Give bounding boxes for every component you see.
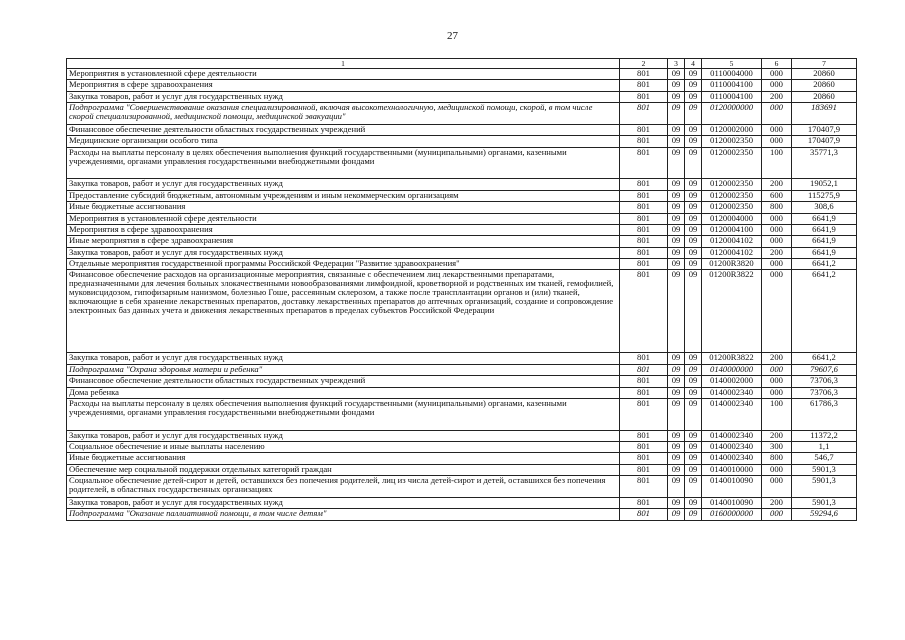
row-code-expense-type-cell: 000 [762,124,792,135]
row-code-expense-type-cell: 000 [762,224,792,235]
row-code-section-cell: 09 [668,91,685,102]
row-code-subsection-cell: 09 [685,80,702,91]
row-amount-cell: 6641,9 [792,224,857,235]
row-code-target-article-cell: 0120002350 [702,179,762,190]
row-name-cell: Иные бюджетные ассигнования [67,202,620,213]
table-row [67,453,857,464]
row-code-subsection-cell: 09 [685,442,702,453]
row-name-cell: Расходы на выплаты персоналу в целях обеспечения выполнения функций государственными (муниципальными) органами, казенными учреждениями, органами управления государственными внебюджетными фондами [67,147,620,179]
row-name-cell: Мероприятия в установленной сфере деятельности [67,69,620,80]
table-row [67,509,857,520]
row-name-cell: Социальное обеспечение детей-сирот и детей, оставшихся без попечения родителей, лиц из числа детей-сирот и детей, оставшихся без попечения родителей, в областных государственных организациях [67,476,620,498]
row-code-administrator-cell: 801 [620,476,668,498]
row-code-target-article-cell: 0120004100 [702,224,762,235]
row-code-section-cell: 09 [668,442,685,453]
row-code-subsection-cell: 09 [685,464,702,475]
row-code-section-cell: 09 [668,399,685,431]
row-code-expense-type-cell: 200 [762,430,792,441]
row-amount-cell: 19052,1 [792,179,857,190]
row-code-subsection-cell: 09 [685,236,702,247]
row-code-administrator-cell: 801 [620,364,668,375]
table-row [67,387,857,398]
row-code-target-article-cell: 0140002340 [702,430,762,441]
row-amount-cell: 5901,3 [792,497,857,508]
row-code-subsection-cell: 09 [685,136,702,147]
table-row [67,497,857,508]
row-code-section-cell: 09 [668,464,685,475]
row-name-cell: Подпрограмма "Охрана здоровья матери и ребенка" [67,364,620,375]
row-code-administrator-cell: 801 [620,464,668,475]
row-code-expense-type-cell: 000 [762,103,792,125]
row-code-target-article-cell: 0120002000 [702,124,762,135]
row-amount-cell: 73706,3 [792,376,857,387]
row-name-cell: Медицинские организации особого типа [67,136,620,147]
row-code-subsection-cell: 09 [685,430,702,441]
row-code-expense-type-cell: 000 [762,69,792,80]
row-code-section-cell: 09 [668,213,685,224]
row-amount-cell: 183691 [792,103,857,125]
table-row [67,353,857,364]
row-code-administrator-cell: 801 [620,353,668,364]
table-row [67,124,857,135]
row-amount-cell: 5901,3 [792,464,857,475]
table-row [67,136,857,147]
table-row [67,202,857,213]
row-code-expense-type-cell: 300 [762,442,792,453]
row-code-expense-type-cell: 100 [762,399,792,431]
row-code-subsection-cell: 09 [685,103,702,125]
row-code-expense-type-cell: 000 [762,464,792,475]
row-code-target-article-cell: 0120002350 [702,190,762,201]
row-amount-cell: 20860 [792,91,857,102]
row-code-expense-type-cell: 000 [762,236,792,247]
row-code-administrator-cell: 801 [620,442,668,453]
row-amount-cell: 1,1 [792,442,857,453]
row-amount-cell: 6641,2 [792,259,857,270]
row-code-expense-type-cell: 600 [762,190,792,201]
row-code-target-article-cell: 0140000000 [702,364,762,375]
row-code-section-cell: 09 [668,453,685,464]
row-code-section-cell: 09 [668,103,685,125]
row-name-cell: Закупка товаров, работ и услуг для государственных нужд [67,91,620,102]
row-code-section-cell: 09 [668,364,685,375]
row-name-cell: Обеспечение мер социальной поддержки отдельных категорий граждан [67,464,620,475]
row-code-subsection-cell: 09 [685,91,702,102]
table-row [67,224,857,235]
row-code-expense-type-cell: 000 [762,213,792,224]
column-number-row [67,59,857,69]
row-amount-cell: 20860 [792,69,857,80]
row-code-subsection-cell: 09 [685,213,702,224]
row-code-administrator-cell: 801 [620,247,668,258]
row-amount-cell: 308,6 [792,202,857,213]
row-code-administrator-cell: 801 [620,224,668,235]
table-body [67,69,857,521]
row-code-subsection-cell: 09 [685,259,702,270]
row-code-subsection-cell: 09 [685,147,702,179]
row-code-section-cell: 09 [668,224,685,235]
row-code-subsection-cell: 09 [685,270,702,353]
row-amount-cell: 170407,9 [792,124,857,135]
row-code-section-cell: 09 [668,124,685,135]
row-code-administrator-cell: 801 [620,509,668,520]
row-code-expense-type-cell: 000 [762,376,792,387]
row-name-cell: Финансовое обеспечение расходов на организационные мероприятия, связанные с обеспечением лиц лекарственными препаратами, предназначенными для лечения больных злокачественными новообразованиями лимфоидной, кроветворной и родственных им тканей, гемофилией, муковисцидозом, гипофизарным нанизмом, болезнью Гоше, рассеянным склерозом, а также после трансплантации органов и (или) тканей, включающие в себя хранение лекарственных препаратов, доставку лекарственных препаратов до аптечных организаций, создание и сопровождение электронных баз данных учета и движения лекарственных препаратов в пределах субъектов Российской Федерации [67,270,620,353]
row-code-administrator-cell: 801 [620,202,668,213]
row-amount-cell: 170407,9 [792,136,857,147]
row-name-cell: Мероприятия в сфере здравоохранения [67,80,620,91]
row-name-cell: Социальное обеспечение и иные выплаты населению [67,442,620,453]
row-code-administrator-cell: 801 [620,179,668,190]
row-code-administrator-cell: 801 [620,236,668,247]
row-code-section-cell: 09 [668,80,685,91]
row-code-section-cell: 09 [668,376,685,387]
row-code-administrator-cell: 801 [620,399,668,431]
row-name-cell: Расходы на выплаты персоналу в целях обеспечения выполнения функций государственными (муниципальными) органами, казенными учреждениями, органами управления государственными внебюджетными фондами [67,399,620,431]
row-code-administrator-cell: 801 [620,124,668,135]
column-header: 3 [668,59,685,69]
row-code-expense-type-cell: 000 [762,80,792,91]
table-row [67,376,857,387]
row-name-cell: Мероприятия в установленной сфере деятельности [67,213,620,224]
row-code-section-cell: 09 [668,69,685,80]
row-amount-cell: 73706,3 [792,387,857,398]
row-code-target-article-cell: 0140002340 [702,442,762,453]
row-amount-cell: 5901,3 [792,476,857,498]
table-row [67,247,857,258]
row-name-cell: Мероприятия в сфере здравоохранения [67,224,620,235]
row-code-expense-type-cell: 000 [762,136,792,147]
row-code-target-article-cell: 0120002350 [702,136,762,147]
row-code-section-cell: 09 [668,202,685,213]
table-row [67,236,857,247]
row-code-expense-type-cell: 200 [762,91,792,102]
row-name-cell: Закупка товаров, работ и услуг для государственных нужд [67,497,620,508]
row-code-expense-type-cell: 000 [762,259,792,270]
row-code-subsection-cell: 09 [685,399,702,431]
row-code-target-article-cell: 0140010090 [702,476,762,498]
row-code-expense-type-cell: 000 [762,364,792,375]
table-row [67,464,857,475]
row-code-expense-type-cell: 000 [762,476,792,498]
row-name-cell: Финансовое обеспечение деятельности областных государственных учреждений [67,376,620,387]
row-amount-cell: 59294,6 [792,509,857,520]
row-code-section-cell: 09 [668,509,685,520]
row-code-administrator-cell: 801 [620,453,668,464]
row-amount-cell: 35771,3 [792,147,857,179]
row-code-section-cell: 09 [668,387,685,398]
row-code-subsection-cell: 09 [685,453,702,464]
table-row [67,364,857,375]
row-code-expense-type-cell: 200 [762,247,792,258]
row-code-target-article-cell: 0140010000 [702,464,762,475]
row-amount-cell: 6641,9 [792,236,857,247]
row-amount-cell: 79607,6 [792,364,857,375]
column-header: 4 [685,59,702,69]
row-code-administrator-cell: 801 [620,259,668,270]
budget-table [66,58,857,521]
row-code-expense-type-cell: 100 [762,147,792,179]
row-amount-cell: 115275,9 [792,190,857,201]
row-code-section-cell: 09 [668,190,685,201]
row-code-administrator-cell: 801 [620,190,668,201]
row-name-cell: Подпрограмма "Оказание паллиативной помощи, в том числе детям" [67,509,620,520]
column-header: 1 [67,59,620,69]
row-name-cell: Дома ребенка [67,387,620,398]
column-header: 6 [762,59,792,69]
row-code-section-cell: 09 [668,259,685,270]
row-amount-cell: 546,7 [792,453,857,464]
row-code-section-cell: 09 [668,136,685,147]
row-name-cell: Иные бюджетные ассигнования [67,453,620,464]
table-row [67,179,857,190]
row-name-cell: Иные мероприятия в сфере здравоохранения [67,236,620,247]
row-code-target-article-cell: 0140002340 [702,453,762,464]
table-row [67,91,857,102]
row-code-target-article-cell: 0120004000 [702,213,762,224]
table-row [67,476,857,498]
row-amount-cell: 6641,9 [792,247,857,258]
row-amount-cell: 6641,9 [792,213,857,224]
row-code-section-cell: 09 [668,497,685,508]
table-row [67,80,857,91]
row-code-administrator-cell: 801 [620,270,668,353]
row-code-target-article-cell: 0110004100 [702,80,762,91]
row-code-section-cell: 09 [668,179,685,190]
column-header: 7 [792,59,857,69]
table-row [67,213,857,224]
column-header: 5 [702,59,762,69]
row-code-section-cell: 09 [668,147,685,179]
row-code-expense-type-cell: 200 [762,179,792,190]
table-row [67,190,857,201]
row-code-subsection-cell: 09 [685,387,702,398]
row-name-cell: Закупка товаров, работ и услуг для государственных нужд [67,179,620,190]
table-row [67,442,857,453]
row-code-target-article-cell: 01200R3822 [702,270,762,353]
row-name-cell: Подпрограмма "Совершенствование оказания специализированной, включая высокотехнологичную, медицинской помощи, скорой, в том числе скорой специализированной, медицинской помощи, медицинской эвакуации" [67,103,620,125]
row-code-target-article-cell: 0120004102 [702,236,762,247]
table-row [67,430,857,441]
row-code-expense-type-cell: 000 [762,387,792,398]
row-code-administrator-cell: 801 [620,430,668,441]
row-code-administrator-cell: 801 [620,91,668,102]
row-amount-cell: 20860 [792,80,857,91]
row-amount-cell: 61786,3 [792,399,857,431]
column-header: 2 [620,59,668,69]
row-code-subsection-cell: 09 [685,364,702,375]
row-code-section-cell: 09 [668,476,685,498]
row-code-target-article-cell: 0120004102 [702,247,762,258]
row-code-administrator-cell: 801 [620,147,668,179]
row-amount-cell: 6641,2 [792,270,857,353]
row-code-administrator-cell: 801 [620,376,668,387]
row-code-subsection-cell: 09 [685,190,702,201]
row-code-subsection-cell: 09 [685,124,702,135]
row-name-cell: Закупка товаров, работ и услуг для государственных нужд [67,247,620,258]
row-amount-cell: 6641,2 [792,353,857,364]
row-code-section-cell: 09 [668,430,685,441]
row-name-cell: Предоставление субсидий бюджетным, автономным учреждениям и иным некоммерческим организациям [67,190,620,201]
table-row [67,270,857,353]
row-code-subsection-cell: 09 [685,376,702,387]
row-code-target-article-cell: 01200R3820 [702,259,762,270]
row-code-target-article-cell: 01200R3822 [702,353,762,364]
row-code-administrator-cell: 801 [620,387,668,398]
row-code-subsection-cell: 09 [685,353,702,364]
row-code-subsection-cell: 09 [685,224,702,235]
row-code-target-article-cell: 0140002340 [702,399,762,431]
table-row [67,69,857,80]
row-code-section-cell: 09 [668,353,685,364]
row-code-administrator-cell: 801 [620,497,668,508]
row-code-expense-type-cell: 800 [762,202,792,213]
row-name-cell: Закупка товаров, работ и услуг для государственных нужд [67,430,620,441]
row-name-cell: Закупка товаров, работ и услуг для государственных нужд [67,353,620,364]
table-row [67,147,857,179]
row-code-target-article-cell: 0140002340 [702,387,762,398]
row-code-administrator-cell: 801 [620,69,668,80]
row-code-subsection-cell: 09 [685,179,702,190]
row-code-subsection-cell: 09 [685,247,702,258]
page-number: 27 [447,30,458,42]
row-code-subsection-cell: 09 [685,497,702,508]
table-row [67,259,857,270]
table-row [67,399,857,431]
row-code-target-article-cell: 0120000000 [702,103,762,125]
row-code-administrator-cell: 801 [620,136,668,147]
row-code-target-article-cell: 0120002350 [702,202,762,213]
row-code-administrator-cell: 801 [620,213,668,224]
row-code-subsection-cell: 09 [685,69,702,80]
row-code-section-cell: 09 [668,247,685,258]
row-code-administrator-cell: 801 [620,103,668,125]
row-code-section-cell: 09 [668,236,685,247]
row-code-section-cell: 09 [668,270,685,353]
row-code-expense-type-cell: 200 [762,497,792,508]
row-code-subsection-cell: 09 [685,509,702,520]
row-code-subsection-cell: 09 [685,202,702,213]
row-code-subsection-cell: 09 [685,476,702,498]
row-code-target-article-cell: 0120002350 [702,147,762,179]
row-amount-cell: 11372,2 [792,430,857,441]
table-row [67,103,857,125]
row-code-target-article-cell: 0140002000 [702,376,762,387]
row-name-cell: Финансовое обеспечение деятельности областных государственных учреждений [67,124,620,135]
row-code-expense-type-cell: 200 [762,353,792,364]
row-code-target-article-cell: 0110004000 [702,69,762,80]
row-name-cell: Отдельные мероприятия государственной программы Российской Федерации "Развитие здравоохранения" [67,259,620,270]
row-code-expense-type-cell: 000 [762,270,792,353]
row-code-target-article-cell: 0160000000 [702,509,762,520]
row-code-administrator-cell: 801 [620,80,668,91]
row-code-target-article-cell: 0140010090 [702,497,762,508]
row-code-target-article-cell: 0110004100 [702,91,762,102]
row-code-expense-type-cell: 000 [762,509,792,520]
row-code-expense-type-cell: 800 [762,453,792,464]
